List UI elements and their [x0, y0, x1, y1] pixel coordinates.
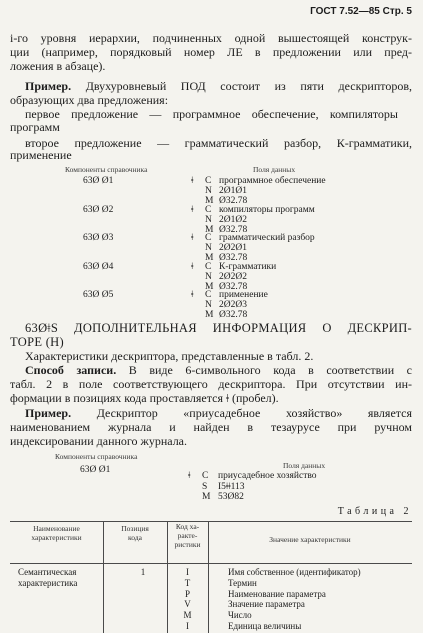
- record-tag: 63Ø Ø1: [80, 465, 111, 475]
- meaning-value: Имя собственное (идентификатор): [228, 567, 361, 577]
- example-line: [25, 406, 412, 420]
- meaning-value: Значение параметра: [228, 599, 305, 610]
- method-text: В виде 6-символьного кода в соответствии с: [128, 363, 412, 377]
- directory-header: Компоненты справочника: [65, 165, 148, 174]
- paragraph-line: Характеристики дескриптора, представленные в табл. 2.: [25, 349, 314, 363]
- running-header: ГОСТ 7.52—85 Стр. 5: [310, 6, 412, 17]
- field-value: 2Ø2Ø3: [219, 300, 247, 310]
- field-code: M: [202, 492, 211, 502]
- cell-text: Семантическая: [18, 567, 77, 577]
- field-code: M: [205, 281, 214, 292]
- column-header-position: [103, 524, 167, 542]
- field-code: N: [205, 243, 212, 253]
- code-value: I: [186, 567, 189, 577]
- header-text: Наименование: [33, 524, 80, 533]
- example-label: Пример.: [25, 79, 72, 93]
- method-label: Способ записи.: [25, 363, 117, 377]
- meaning-value: Число: [228, 610, 252, 621]
- sentence-line: второе предложение — грамматический разбор, К-грамматики,: [25, 136, 412, 150]
- record-tag: 63Ø Ø4: [83, 261, 114, 272]
- section-heading: 63ØǂS ДОПОЛНИТЕЛЬНАЯ ИНФОРМАЦИЯ О ДЕСКРИП-: [25, 321, 412, 335]
- method-line: табл. 2 в поле соответствующего дескриптора. При отсутствии ин-: [10, 377, 412, 391]
- field-code: M: [205, 196, 214, 206]
- field-value: Ø32.78: [219, 224, 248, 235]
- table-header-rule: [10, 563, 412, 564]
- header-text: Значение характеристики: [269, 535, 351, 544]
- section-heading: ТОРЕ (H): [10, 335, 64, 349]
- header-text: кода: [128, 533, 142, 542]
- header-text: ракте-: [177, 531, 198, 540]
- code-value: I: [186, 620, 189, 631]
- code-value: P: [184, 588, 190, 599]
- field-delimiter: ǂ: [191, 261, 194, 272]
- table-caption: Таблица 2: [337, 506, 412, 517]
- example-text: Дескриптор «приусадебное хозяйство» является: [96, 406, 412, 420]
- field-value: грамматический разбор: [219, 233, 315, 243]
- meaning-value: Единица величины: [228, 620, 302, 631]
- table-cell-name: [18, 567, 77, 589]
- field-code: N: [205, 186, 212, 196]
- field-value: 2Ø2Ø1: [219, 243, 247, 253]
- header-text: Код ха-: [175, 522, 200, 531]
- field-code: C: [205, 204, 212, 215]
- field-value: Ø32.78: [219, 253, 248, 263]
- code-value: M: [183, 610, 192, 621]
- field-value: 53Ø82: [218, 492, 244, 502]
- field-delimiter: ǂ: [191, 176, 194, 186]
- field-code: M: [205, 310, 214, 320]
- field-value: программное обеспечение: [219, 176, 326, 186]
- sentence-line: программ: [10, 120, 60, 134]
- field-value: 2Ø1Ø2: [219, 214, 247, 225]
- field-value: компиляторы программ: [219, 204, 315, 215]
- field-code: S: [202, 482, 208, 492]
- header-text: Позиция: [121, 524, 149, 533]
- field-delimiter: ǂ: [191, 290, 194, 300]
- field-code: N: [205, 271, 212, 282]
- field-value: применение: [219, 290, 268, 300]
- paragraph-line: ции (например, порядковый номер ЛЕ в предложении или пред-: [10, 45, 412, 59]
- code-value: T: [184, 577, 191, 588]
- field-code: M: [205, 224, 214, 235]
- field-code: C: [202, 471, 209, 481]
- field-value: К-грамматики: [219, 261, 277, 272]
- meaning-value: Термин: [228, 577, 257, 588]
- example-line: [25, 79, 412, 93]
- field-code: N: [205, 300, 212, 310]
- example-line: индексировании данного журнала.: [10, 434, 188, 448]
- example-text: Двухуровневый ПОД состоит из пяти дескрипторов,: [85, 79, 412, 93]
- column-header-meaning: [208, 535, 412, 544]
- field-delimiter: ǂ: [191, 233, 194, 243]
- field-code: C: [205, 233, 212, 243]
- field-delimiter: ǂ: [188, 471, 191, 481]
- code-value: V: [184, 599, 191, 610]
- example-label: Пример.: [25, 406, 72, 420]
- table-cell-codes: [167, 567, 208, 632]
- field-code: C: [205, 176, 212, 186]
- header-text: ристики: [174, 540, 201, 549]
- table-cell-position: [128, 567, 158, 578]
- field-value: 2Ø1Ø1: [219, 186, 247, 196]
- field-code: C: [205, 290, 212, 300]
- record-tag: 63Ø Ø3: [83, 233, 114, 243]
- record-tag: 63Ø Ø1: [83, 176, 114, 186]
- record-tag: 63Ø Ø5: [83, 290, 114, 300]
- cell-text: 1: [140, 567, 146, 577]
- method-line: [25, 363, 412, 377]
- header-text: характеристики: [31, 533, 82, 542]
- directory-header: Компоненты справочника: [55, 452, 138, 461]
- table-cell-meanings: [228, 567, 361, 632]
- field-code: N: [205, 214, 212, 225]
- sentence-line: первое предложение — программное обеспечение, компиляторы: [25, 107, 398, 121]
- field-delimiter: ǂ: [191, 204, 194, 215]
- paragraph-line: ложения в абзаце).: [10, 59, 106, 73]
- field-value: I5ǂǂ113: [218, 482, 245, 492]
- example-line: наименованием журнала и найден в тезаурусе при ручном: [10, 420, 412, 434]
- sentence-line: применение: [10, 148, 72, 162]
- field-value: Ø32.78: [219, 281, 248, 292]
- cell-text: характеристика: [18, 577, 78, 588]
- fields-header: Поля данных: [253, 165, 296, 174]
- record-tag: 63Ø Ø2: [83, 204, 114, 215]
- field-value: приусадебное хозяйство: [218, 471, 317, 481]
- field-code: C: [205, 261, 212, 272]
- paragraph-line: i-го уровня иерархии, подчиненных одной вышестоящей конструк-: [10, 31, 412, 45]
- column-header-code: [167, 522, 208, 549]
- table-top-rule: [10, 521, 412, 522]
- column-header-name: [10, 524, 103, 542]
- field-value: 2Ø2Ø2: [219, 271, 247, 282]
- field-value: Ø32.78: [219, 196, 248, 206]
- fields-header: Поля данных: [283, 461, 326, 470]
- method-line: формации в позициях кода проставляется ǂ (пробел).: [10, 391, 279, 405]
- meaning-value: Наименование параметра: [228, 588, 326, 599]
- example-line: образующих два предложения:: [10, 93, 169, 107]
- field-code: M: [205, 253, 214, 263]
- field-value: Ø32.78: [219, 310, 248, 320]
